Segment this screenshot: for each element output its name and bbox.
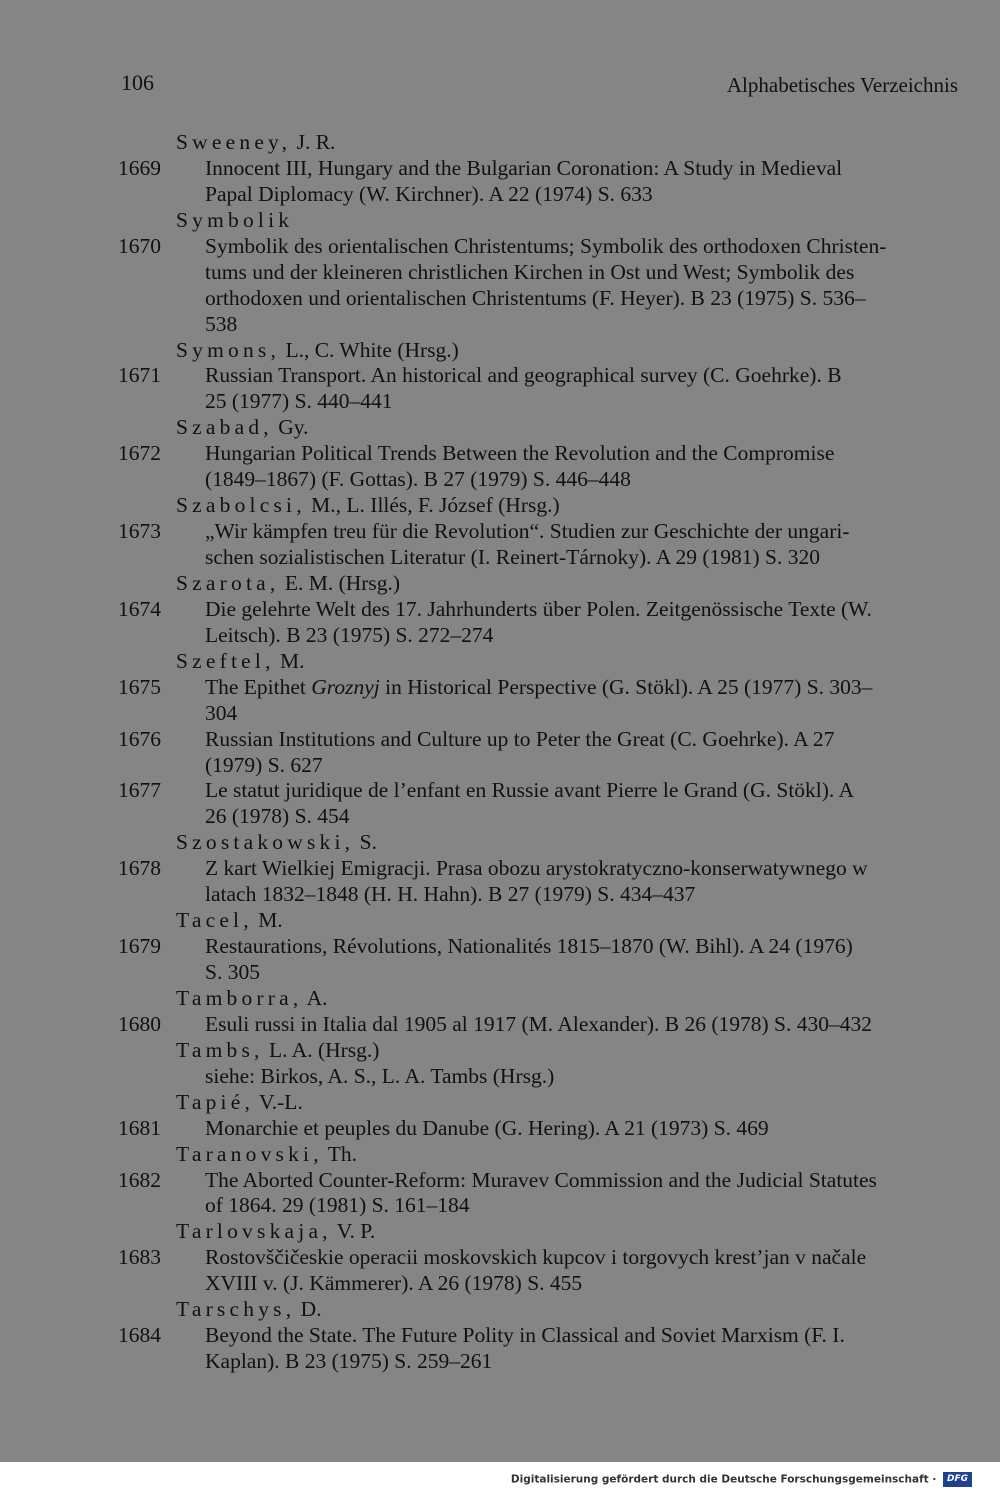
entry-text-part: Russian Transport. An historical and geographical survey (C. Goehrke). B <box>205 363 842 388</box>
entry-text <box>205 1245 866 1271</box>
entry-continuation: (1979) S. 627 <box>205 752 323 777</box>
entry-number: 1673 <box>118 519 161 544</box>
author-heading <box>118 1142 960 1168</box>
entry-continuation: 538 <box>205 311 238 336</box>
entry-line <box>118 519 960 545</box>
entry-continuation: orthodoxen und orientalischen Christentums (F. Heyer). B 23 (1975) S. 536– <box>205 285 866 310</box>
author-heading <box>118 130 960 156</box>
entry-text-part: in Historical Perspective (G. Stökl). A 25 (1977) S. 303– <box>379 674 873 699</box>
entry-line <box>118 675 960 701</box>
author-details: Gy. <box>272 415 309 440</box>
entry-continuation: of 1864. 29 (1981) S. 161–184 <box>205 1193 470 1218</box>
entry-number: 1671 <box>118 363 161 388</box>
entry-text-part: Monarchie et peuples du Danube (G. Hering). A 21 (1973) S. 469 <box>205 1115 769 1140</box>
entry-number: 1672 <box>118 441 161 466</box>
entry-number: 1669 <box>118 155 161 180</box>
entry-text <box>205 597 872 623</box>
entry-text <box>205 1116 769 1142</box>
entry-text <box>205 156 842 182</box>
entry-continuation: 304 <box>205 700 238 725</box>
entry-text <box>205 441 834 467</box>
entry-continuation: tums und der kleineren christlichen Kirchen in Ost und West; Symbolik des <box>205 259 855 284</box>
author-details: L., C. White (Hrsg.) <box>280 337 459 362</box>
entry-continuation: 25 (1977) S. 440–441 <box>205 389 393 414</box>
footer-credit: Digitalisierung gefördert durch die Deutsche Forschungsgemeinschaft · DFG <box>511 1472 972 1487</box>
entry-number: 1684 <box>118 1323 161 1348</box>
entry-line <box>118 234 960 260</box>
entry-line <box>118 1245 960 1271</box>
author-heading <box>118 571 960 597</box>
author-name: Szabad, <box>176 415 273 440</box>
author-heading <box>118 208 960 234</box>
entry-text-part: Restaurations, Révolutions, Nationalités 1815–1870 (W. Bihl). A 24 (1976) <box>205 934 853 959</box>
author-details: M. <box>252 908 283 933</box>
author-heading <box>118 986 960 1012</box>
author-details: D. <box>295 1297 322 1322</box>
entry-text-part: The Epithet <box>205 674 312 699</box>
entry-line <box>118 727 960 753</box>
author-details: J. R. <box>291 130 336 154</box>
entry-text-part: Rostovščičeskie operacii moskovskich kupcov i torgovych krest’jan v načale <box>205 1245 867 1270</box>
entry-continuation: schen sozialistischen Literatur (I. Reinert-Tárnoky). A 29 (1981) S. 320 <box>205 545 820 569</box>
author-name: Tamborra, <box>176 985 303 1010</box>
author-details: V.-L. <box>254 1089 303 1114</box>
cross-reference: siehe: Birkos, A. S., L. A. Tambs (Hrsg.) <box>205 1063 555 1088</box>
entry-continuation: Kaplan). B 23 (1975) S. 259–261 <box>205 1349 493 1374</box>
author-name: Szarota, <box>176 570 280 595</box>
entry-line <box>118 778 960 804</box>
footer-text: Digitalisierung gefördert durch die Deutsche Forschungsgemeinschaft <box>510 1473 929 1486</box>
entry-text-part: Russian Institutions and Culture up to Peter the Great (C. Goehrke). A 27 <box>205 726 835 751</box>
author-name: Szostakowski, <box>176 830 355 855</box>
entry-number: 1675 <box>118 674 161 699</box>
entry-text <box>205 856 868 882</box>
author-details: Th. <box>322 1141 358 1166</box>
entry-text <box>205 234 886 260</box>
entry-text <box>205 727 834 753</box>
entry-line <box>118 156 960 182</box>
entry-continuation: Leitsch). B 23 (1975) S. 272–274 <box>205 622 494 647</box>
entry-number: 1677 <box>118 778 161 803</box>
running-head: Alphabetisches Verzeichnis <box>726 73 958 97</box>
entry-text <box>205 1012 872 1038</box>
author-name: Tarschys, <box>176 1297 296 1322</box>
entry-continuation: (1849–1867) (F. Gottas). B 27 (1979) S. 446–448 <box>205 467 631 492</box>
entry-text <box>205 675 872 701</box>
author-heading <box>118 493 960 519</box>
author-details: M. <box>274 648 305 673</box>
entry-text <box>205 934 853 960</box>
author-name: Tambs, <box>176 1037 264 1062</box>
author-name: Sweeney, <box>176 130 292 154</box>
author-name: Taranovski, <box>176 1141 323 1166</box>
entry-text-part: Beyond the State. The Future Polity in Classical and Soviet Marxism (F. I. <box>205 1323 845 1348</box>
entry-number: 1678 <box>118 856 161 881</box>
author-name: Szabolcsi, <box>176 493 306 518</box>
author-name: Szeftel, <box>176 648 275 673</box>
page-number: 106 <box>121 70 154 95</box>
entry-text-part: Z kart Wielkiej Emigracji. Prasa obozu arystokratyczno-konserwatywnego w <box>205 856 868 881</box>
entry-text-part: Le statut juridique de l’enfant en Russie avant Pierre le Grand (G. Stökl). A <box>205 778 855 803</box>
entry-text-part: Die gelehrte Welt des 17. Jahrhunderts über Polen. Zeitgenössische Texte (W. <box>205 596 872 621</box>
entry-number: 1674 <box>118 596 161 621</box>
entry-italic-title: Groznyj <box>311 674 380 699</box>
entry-continuation: latach 1832–1848 (H. H. Hahn). B 27 (1979) S. 434–437 <box>205 882 696 907</box>
entry-line <box>118 1012 960 1038</box>
author-details: A. <box>302 985 328 1010</box>
author-heading <box>118 1090 960 1116</box>
entry-line <box>118 1116 960 1142</box>
author-name: Symbolik <box>176 207 294 232</box>
entry-continuation: Papal Diplomacy (W. Kirchner). A 22 (1974) S. 633 <box>205 181 653 206</box>
entry-text-part: The Aborted Counter-Reform: Muravev Commission and the Judicial Statutes <box>205 1167 877 1192</box>
entry-line <box>118 1168 960 1194</box>
entry-number: 1676 <box>118 726 161 751</box>
author-name: Symons, <box>176 337 281 362</box>
entry-line <box>118 934 960 960</box>
entry-text-part: Esuli russi in Italia dal 1905 al 1917 (M. Alexander). B 26 (1978) S. 430–432 <box>205 1011 873 1036</box>
author-details: M., L. Illés, F. József (Hrsg.) <box>305 493 560 518</box>
author-details: E. M. (Hrsg.) <box>279 570 401 595</box>
entry-text <box>205 778 854 804</box>
entry-text-part: Hungarian Political Trends Between the Revolution and the Compromise <box>205 441 835 466</box>
entry-text-part: „Wir kämpfen treu für die Revolution“. Studien zur Geschichte der ungari- <box>205 519 850 544</box>
dfg-logo: DFG <box>943 1472 972 1487</box>
author-heading <box>118 908 960 934</box>
author-heading <box>118 830 960 856</box>
author-heading <box>118 415 960 441</box>
entry-continuation: S. 305 <box>205 960 260 984</box>
entry-continuation: 26 (1978) S. 454 <box>205 804 350 829</box>
entry-line <box>118 363 960 389</box>
entry-text <box>205 519 850 545</box>
entry-continuation: XVIII v. (J. Kämmerer). A 26 (1978) S. 455 <box>205 1271 583 1296</box>
author-heading <box>118 1219 960 1245</box>
entry-line <box>118 597 960 623</box>
author-heading <box>118 338 960 364</box>
entry-number: 1679 <box>118 934 161 959</box>
entry-number: 1680 <box>118 1011 161 1036</box>
entry-text-part: Symbolik des orientalischen Christentums; Symbolik des orthodoxen Christen- <box>205 233 887 258</box>
entry-line <box>118 441 960 467</box>
author-name: Tapié, <box>176 1089 255 1114</box>
author-name: Tacel, <box>176 908 253 933</box>
author-heading <box>118 649 960 675</box>
author-details: L. A. (Hrsg.) <box>263 1037 380 1062</box>
index-entries <box>118 130 960 1375</box>
entry-text <box>205 363 842 389</box>
entry-number: 1670 <box>118 233 161 258</box>
entry-text <box>205 1323 845 1349</box>
entry-line <box>118 856 960 882</box>
author-heading <box>118 1038 960 1064</box>
author-name: Tarlovskaja, <box>176 1219 332 1244</box>
entry-number: 1683 <box>118 1245 161 1270</box>
entry-line <box>118 1323 960 1349</box>
author-heading <box>118 1297 960 1323</box>
author-details: V. P. <box>331 1219 376 1244</box>
author-details: S. <box>354 830 377 855</box>
entry-number: 1681 <box>118 1115 161 1140</box>
entry-text-part: Innocent III, Hungary and the Bulgarian Coronation: A Study in Medieval <box>205 155 843 180</box>
entry-number: 1682 <box>118 1167 161 1192</box>
entry-text <box>205 1168 877 1194</box>
